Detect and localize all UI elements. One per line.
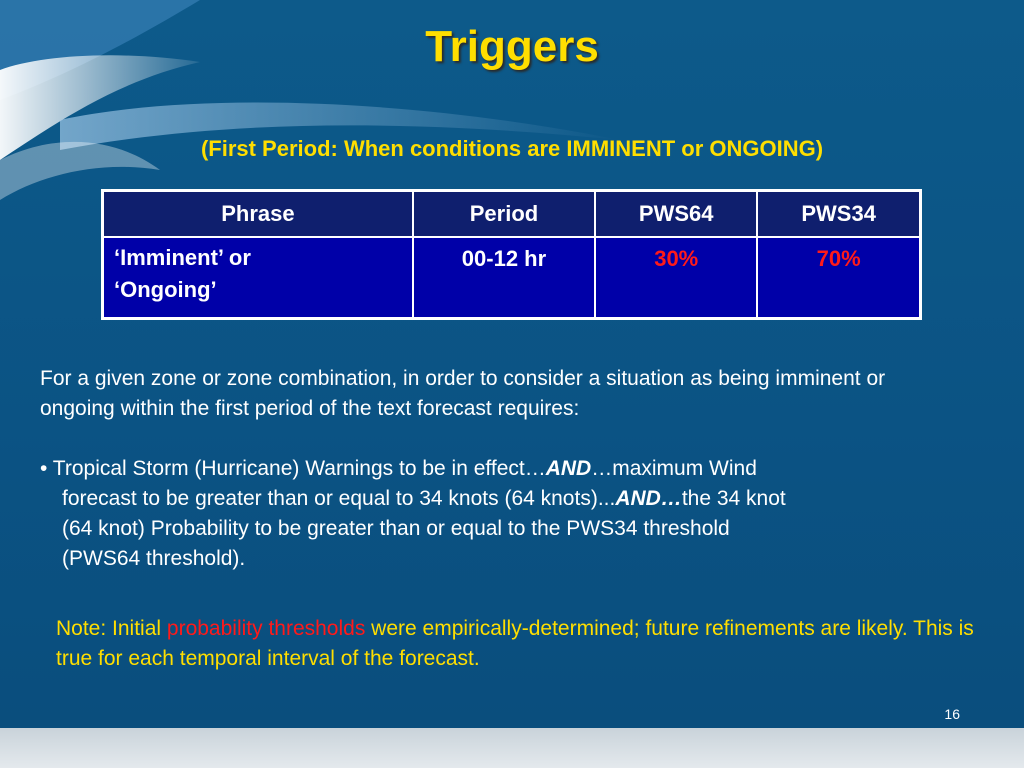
footer-band: [0, 728, 1024, 768]
header-period: Period: [413, 191, 595, 238]
table-header-row: [103, 191, 921, 238]
bullet-item: [40, 454, 960, 574]
slide-title: Triggers: [425, 22, 599, 71]
note-prefix: Note: Initial: [56, 617, 167, 640]
header-pws34: PWS34: [757, 191, 920, 238]
bullet-text-3: forecast to be greater than or equal to 34 knots (64 knots)...: [62, 487, 616, 510]
and-emphasis-2: AND…: [615, 487, 682, 510]
body-paragraph: For a given zone or zone combination, in order to consider a situation as being imminent or ongoing within the first period of the text forecast requires:: [40, 367, 886, 420]
note-suffix: were empirically-determined; future refinements are likely. This is true for each temporal interval of the forecast.: [56, 617, 974, 670]
bullet-line-3: (64 knot) Probability to be greater than or equal to the PWS34 threshold: [62, 517, 730, 540]
phrase-line-2: ‘Ongoing’: [114, 277, 217, 302]
cell-pws64: 30%: [595, 237, 757, 319]
bullet-text-1: • Tropical Storm (Hurricane) Warnings to be in effect…: [40, 457, 546, 480]
cell-phrase: [103, 237, 413, 319]
page-number: 16: [944, 706, 960, 722]
triggers-table: [101, 189, 922, 320]
slide-subtitle: (First Period: When conditions are IMMINENT or ONGOING): [200, 136, 824, 161]
table-row: [103, 237, 921, 319]
cell-pws34: 70%: [757, 237, 920, 319]
bullet-line-4: (PWS64 threshold).: [62, 547, 246, 570]
header-pws64: PWS64: [595, 191, 757, 238]
bullet-line-2: [40, 484, 960, 514]
note-paragraph: [56, 614, 996, 674]
header-phrase: Phrase: [103, 191, 413, 238]
bullet-text-4: the 34 knot: [681, 487, 786, 510]
bullet-text-2: …maximum Wind: [591, 457, 757, 480]
cell-period: 00-12 hr: [413, 237, 595, 319]
note-highlight: probability thresholds: [166, 617, 366, 640]
bullet-line-1: [40, 454, 960, 484]
and-emphasis-1: AND: [545, 457, 592, 480]
phrase-line-1: ‘Imminent’ or: [114, 245, 251, 270]
